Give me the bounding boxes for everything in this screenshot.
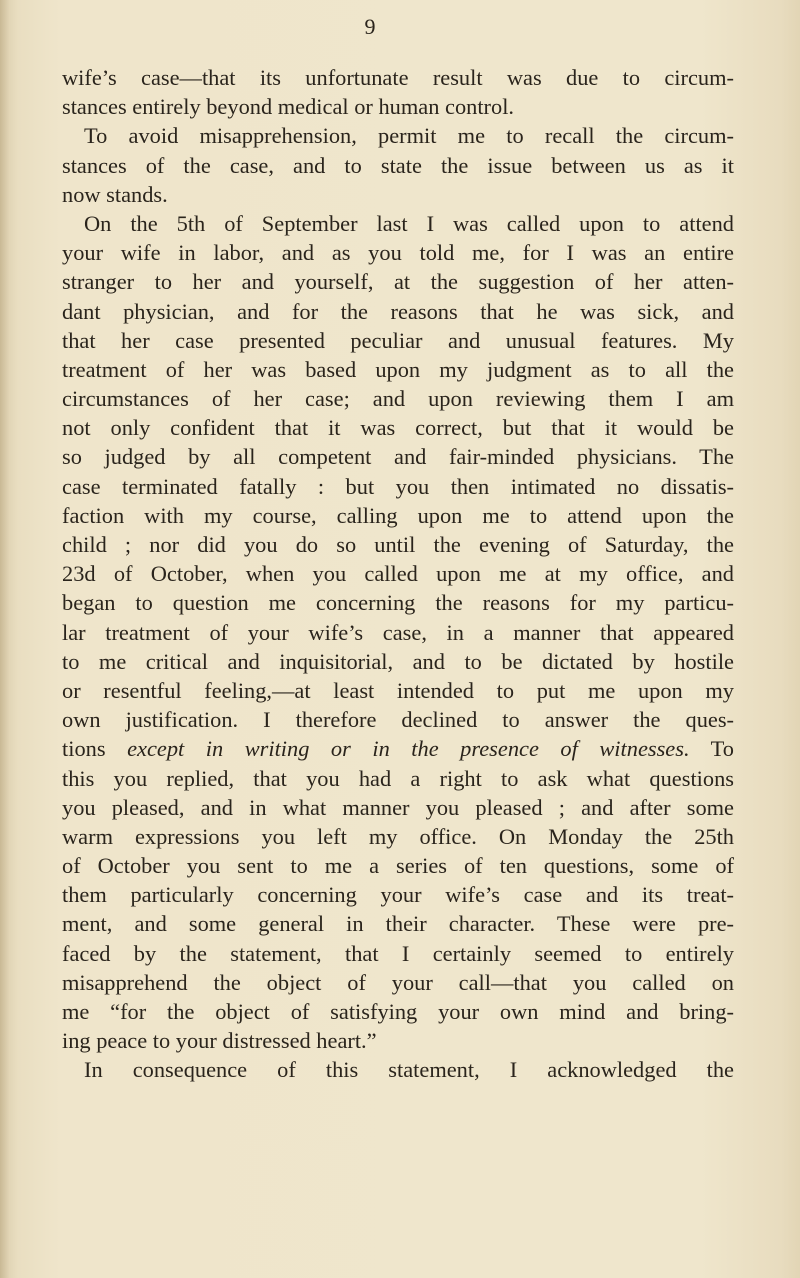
text-line: stances entirely beyond medical or human control. [62,94,515,120]
text-line: To avoid misapprehension, permit me to recall the circum- [84,123,734,149]
binding-edge [0,0,10,1278]
body-text [62,63,734,1085]
text-line: In consequence of this statement, I acknowledged the [84,1057,734,1083]
text-line: me “for the object of satisfying your own mind and bring- [62,999,734,1024]
text-line: to me critical and inquisitorial, and to be dictated by hostile [62,648,734,674]
text-line-with-emphasis [62,734,734,763]
text-line: faced by the statement, that I certainly seemed to entirely [62,940,734,966]
text-line: this you replied, that you had a right to ask what questions [62,765,734,791]
text-line: lar treatment of your wife’s case, in a manner that appeared [62,619,734,645]
text-line: wife’s case—that its unfortunate result was due to circum- [62,65,734,90]
text-line: ing peace to your distressed heart.” [62,1028,377,1054]
text-line: you pleased, and in what manner you pleased ; and after some [62,794,734,820]
italic-emphasis: except in writing or in the presence of witnesses. [127,736,690,762]
text-line: treatment of her was based upon my judgment as to all the [62,356,734,382]
text-line: your wife in labor, and as you told me, for I was an entire [62,240,734,266]
text-line: began to question me concerning the reasons for my particu- [62,590,734,616]
text-line: so judged by all competent and fair-minded physicians. The [62,444,734,470]
text-line: stranger to her and yourself, at the suggestion of her atten- [62,269,734,295]
text-line: or resentful feeling,—at least intended to put me upon my [62,677,734,703]
text-line: now stands. [62,181,168,207]
text-line: misapprehend the object of your call—that you called on [62,969,734,995]
text-line: them particularly concerning your wife’s case and its treat- [62,882,734,908]
text-line: ment, and some general in their character. These were pre- [62,911,734,937]
text-line: of October you sent to me a series of ten questions, some of [62,853,734,879]
text-line: faction with my course, calling upon me to attend upon the [62,502,734,528]
text-line: stances of the case, and to state the issue between us as it [62,152,734,178]
text-line: warm expressions you left my office. On Monday the 25th [62,823,734,849]
text-line: dant physician, and for the reasons that he was sick, and [62,298,734,324]
text-segment: tions [62,736,128,762]
text-line: child ; nor did you do so until the evening of Saturday, the [62,532,734,557]
text-line: 23d of October, when you called upon me at my office, and [62,561,734,587]
text-line: own justification. I therefore declined to answer the ques- [62,707,734,733]
page-number: 9 [364,14,376,39]
text-line: circumstances of her case; and upon reviewing them I am [62,386,734,412]
text-line: that her case presented peculiar and unusual features. My [62,327,734,353]
text-line: not only confident that it was correct, but that it would be [62,415,734,441]
text-segment: To [689,736,734,762]
text-line: case terminated fatally : but you then intimated no dissatis- [62,473,734,499]
text-line: On the 5th of September last I was called upon to attend [84,210,734,236]
